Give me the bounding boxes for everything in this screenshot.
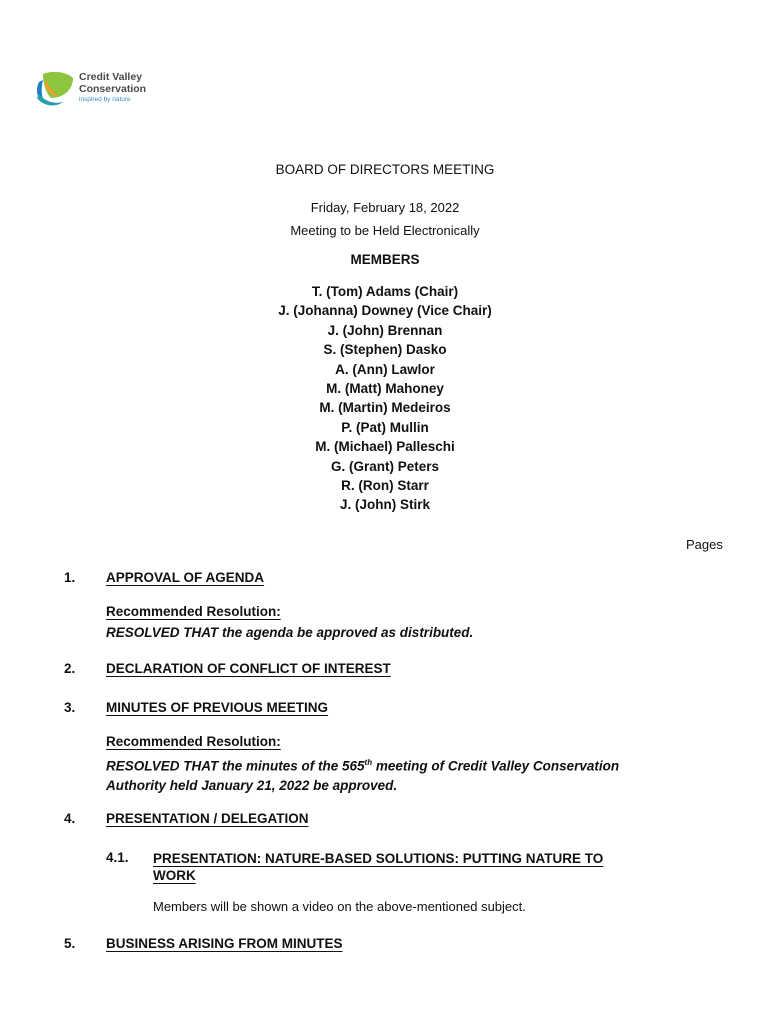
members-heading: MEMBERS	[350, 252, 420, 267]
member-item: P. (Pat) Mullin	[341, 419, 429, 435]
agenda-item-number: 1.	[64, 570, 76, 585]
agenda-item-heading: BUSINESS ARISING FROM MINUTES	[106, 936, 343, 951]
member-item: M. (Martin) Medeiros	[319, 400, 451, 416]
meeting-date: Friday, February 18, 2022	[310, 200, 460, 215]
recommended-resolution-label: Recommended Resolution:	[106, 734, 281, 749]
member-item: S. (Stephen) Dasko	[323, 342, 447, 358]
pages-column-label: Pages	[686, 537, 723, 552]
agenda-item-heading: MINUTES OF PREVIOUS MEETING	[106, 700, 329, 715]
member-item: J. (John) Stirk	[339, 497, 430, 513]
agenda-item-number: 3.	[64, 700, 76, 715]
resolution-text-part: RESOLVED THAT the minutes of the 565	[106, 758, 365, 774]
agenda-item-heading: DECLARATION OF CONFLICT OF INTEREST	[106, 661, 391, 676]
meeting-title: BOARD OF DIRECTORS MEETING	[275, 162, 495, 177]
members-list	[0, 282, 770, 515]
logo-name-line1: Credit Valley	[79, 71, 143, 83]
cvc-logo	[33, 68, 163, 110]
agenda-item-number: 5.	[64, 936, 76, 951]
agenda-item-heading: APPROVAL OF AGENDA	[106, 570, 265, 585]
resolution-text-part: meeting of Credit Valley Conservation	[372, 758, 620, 774]
member-item: R. (Ron) Starr	[341, 477, 429, 493]
meeting-venue: Meeting to be Held Electronically	[290, 223, 480, 238]
agenda-item-heading: PRESENTATION / DELEGATION	[106, 811, 309, 826]
cvc-leaf-icon	[33, 68, 77, 110]
sub-item-number: 4.1.	[106, 850, 129, 865]
logo-tagline: inspired by nature	[79, 96, 131, 103]
member-item: A. (Ann) Lawlor	[335, 361, 435, 377]
member-item: M. (Matt) Mahoney	[326, 380, 444, 396]
resolution-text	[106, 753, 666, 795]
logo-name-line2: Conservation	[79, 82, 147, 95]
recommended-resolution-label: Recommended Resolution:	[106, 604, 281, 619]
member-item: G. (Grant) Peters	[330, 458, 440, 474]
agenda-item-number: 4.	[64, 811, 76, 826]
member-item: J. (Johanna) Downey (Vice Chair)	[278, 303, 492, 319]
member-item: J. (John) Brennan	[327, 322, 443, 338]
ordinal-suffix: th	[364, 758, 373, 767]
resolution-text-line2: Authority held January 21, 2022 be approved.	[106, 777, 398, 793]
logo-wordmark	[79, 72, 146, 95]
resolution-text: RESOLVED THAT the agenda be approved as distributed.	[106, 625, 474, 640]
agenda-item-number: 2.	[64, 661, 76, 676]
sub-item-heading: PRESENTATION: NATURE-BASED SOLUTIONS: PUTTING NATURE TO WORK	[153, 851, 604, 883]
member-item: T. (Tom) Adams (Chair)	[311, 284, 459, 299]
member-item: M. (Michael) Palleschi	[315, 439, 455, 455]
sub-item-note: Members will be shown a video on the above-mentioned subject.	[153, 899, 526, 914]
